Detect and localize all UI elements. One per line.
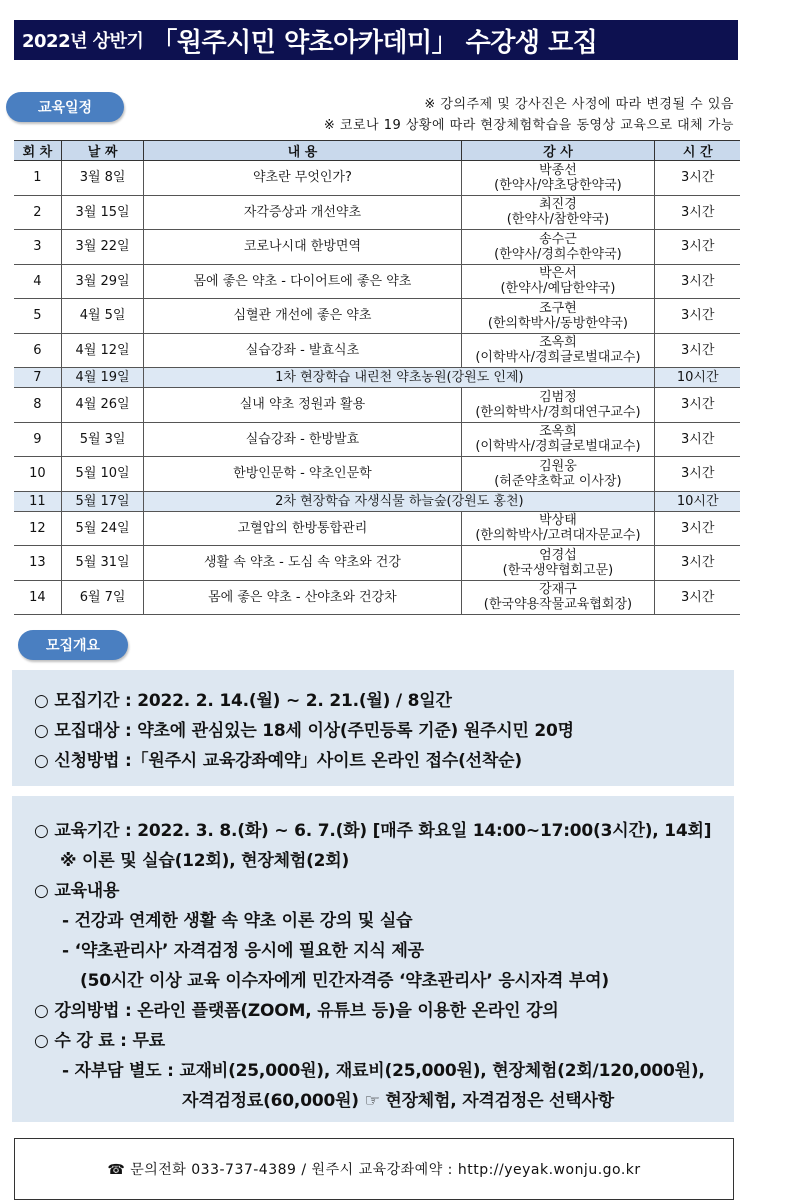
cell-date: 5월 31일 <box>61 546 144 581</box>
cell-instructor <box>461 422 655 457</box>
cell-instructor <box>461 264 655 299</box>
table-row <box>14 368 740 388</box>
edu-content-title: ○ 교육내용 <box>34 881 120 901</box>
cell-date: 5월 10일 <box>61 457 144 492</box>
instructor-affiliation: (한약사/참한약국) <box>506 212 610 228</box>
header-instructor: 강 사 <box>461 141 655 161</box>
cell-date: 5월 24일 <box>61 511 144 546</box>
cell-time: 3시간 <box>655 299 740 334</box>
instructor-affiliation: (한의학박사/경희대연구교수) <box>475 404 641 420</box>
contact-info: ☎ 문의전화 033-737-4389 / 원주시 교육강좌예약 : http://yeyak.wonju.go.kr <box>107 1162 641 1178</box>
cell-no: 8 <box>14 388 61 423</box>
instructor-affiliation: (한의학박사/동방한약국) <box>487 315 628 331</box>
cell-no: 2 <box>14 195 61 230</box>
instructor-name: 박상태 <box>539 513 577 529</box>
cell-no: 7 <box>14 368 61 388</box>
banner-year: 2022년 상반기 <box>22 31 144 52</box>
section-pill-schedule: 교육일정 <box>6 92 124 122</box>
cell-time: 3시간 <box>655 230 740 265</box>
table-row <box>14 264 740 299</box>
page-title: 「원주시민 약초아카데미」 수강생 모집 <box>151 27 598 58</box>
recruit-target: ○ 모집대상 : 약초에 관심있는 18세 이상(주민등록 기준) 원주시민 20명 <box>34 721 574 741</box>
recruit-period: ○ 모집기간 : 2022. 2. 14.(월) ~ 2. 21.(월) / 8일간 <box>34 691 452 711</box>
cell-instructor <box>461 333 655 368</box>
cell-instructor <box>461 511 655 546</box>
title-banner <box>14 20 738 60</box>
cell-field-trip: 1차 현장학습 내린천 약초농원(강원도 인제) <box>144 368 655 388</box>
table-row <box>14 457 740 492</box>
cell-time: 3시간 <box>655 457 740 492</box>
edu-fee-extra-cont: 자격검정료(60,000원) ☞ 현장체험, 자격검정은 선택사항 <box>182 1091 614 1111</box>
cell-content: 한방인문학 - 약초인문학 <box>144 457 461 492</box>
cell-no: 1 <box>14 161 61 196</box>
cell-instructor <box>461 299 655 334</box>
cell-date: 5월 3일 <box>61 422 144 457</box>
instructor-affiliation: (한의학박사/고려대자문교수) <box>475 528 641 544</box>
cell-time: 3시간 <box>655 388 740 423</box>
note-line: ※ 강의주제 및 강사진은 사정에 따라 변경될 수 있음 <box>424 97 734 112</box>
cell-date: 4월 12일 <box>61 333 144 368</box>
cell-date: 4월 5일 <box>61 299 144 334</box>
cell-no: 4 <box>14 264 61 299</box>
table-row <box>14 299 740 334</box>
cell-instructor <box>461 230 655 265</box>
cell-content: 몸에 좋은 약초 - 산야초와 건강차 <box>144 580 461 615</box>
cell-date: 3월 22일 <box>61 230 144 265</box>
edu-period: ○ 교육기간 : 2022. 3. 8.(화) ~ 6. 7.(화) [매주 화요일 14:00~17:00(3시간), 14회] <box>34 821 712 841</box>
instructor-name: 엄경섭 <box>539 547 577 563</box>
cell-no: 10 <box>14 457 61 492</box>
instructor-name: 박은서 <box>539 266 577 282</box>
table-row <box>14 580 740 615</box>
section-pill-recruit: 모집개요 <box>18 630 128 660</box>
table-row <box>14 388 740 423</box>
instructor-name: 조구현 <box>539 300 577 316</box>
instructor-affiliation: (한약사/예담한약국) <box>500 281 616 297</box>
instructor-name: 송수근 <box>539 231 577 247</box>
cell-content: 약초란 무엇인가? <box>144 161 461 196</box>
table-row <box>14 161 740 196</box>
cell-time: 3시간 <box>655 333 740 368</box>
table-row <box>14 511 740 546</box>
cell-date: 6월 7일 <box>61 580 144 615</box>
edu-content-note: (50시간 이상 교육 이수자에게 민간자격증 ‘약초관리사’ 응시자격 부여) <box>80 971 609 991</box>
edu-period-note: ※ 이론 및 실습(12회), 현장체험(2회) <box>60 851 350 871</box>
cell-time: 3시간 <box>655 264 740 299</box>
table-row <box>14 195 740 230</box>
edu-content-item: - ‘약초관리사’ 자격검정 응시에 필요한 지식 제공 <box>62 941 424 961</box>
cell-time: 3시간 <box>655 580 740 615</box>
header-content: 내 용 <box>144 141 461 161</box>
cell-time: 10시간 <box>655 491 740 511</box>
recruit-method: ○ 신청방법 :「원주시 교육강좌예약」사이트 온라인 접수(선착순) <box>34 751 522 771</box>
cell-field-trip: 2차 현장학습 자생식물 하늘숲(강원도 홍천) <box>144 491 655 511</box>
edu-lecture-method: ○ 강의방법 : 온라인 플랫폼(ZOOM, 유튜브 등)을 이용한 온라인 강의 <box>34 1001 559 1021</box>
instructor-affiliation: (이학박사/경희글로벌대교수) <box>475 439 641 455</box>
contact-footer <box>14 1138 734 1200</box>
schedule-table <box>14 140 740 615</box>
education-details-box <box>12 796 734 1122</box>
instructor-name: 조옥희 <box>539 424 577 440</box>
table-row <box>14 491 740 511</box>
cell-no: 14 <box>14 580 61 615</box>
cell-date: 4월 26일 <box>61 388 144 423</box>
edu-fee-extra: - 자부담 별도 : 교재비(25,000원), 재료비(25,000원), 현장체험(2회/120,000원), <box>62 1061 705 1081</box>
instructor-name: 김원웅 <box>539 458 577 474</box>
cell-date: 3월 15일 <box>61 195 144 230</box>
table-row <box>14 230 740 265</box>
cell-instructor <box>461 195 655 230</box>
cell-instructor <box>461 388 655 423</box>
note-line: ※ 코로나 19 상황에 따라 현장체험학습을 동영상 교육으로 대체 가능 <box>323 118 734 133</box>
cell-no: 5 <box>14 299 61 334</box>
cell-no: 6 <box>14 333 61 368</box>
header-time: 시 간 <box>655 141 740 161</box>
instructor-name: 박종선 <box>539 162 577 178</box>
cell-date: 5월 17일 <box>61 491 144 511</box>
recruit-summary-box <box>12 670 734 786</box>
schedule-notes <box>324 94 734 136</box>
cell-content: 실내 약초 정원과 활용 <box>144 388 461 423</box>
table-header-row <box>14 141 740 161</box>
cell-content: 몸에 좋은 약초 - 다이어트에 좋은 약초 <box>144 264 461 299</box>
cell-instructor <box>461 457 655 492</box>
edu-fee: ○ 수 강 료 : 무료 <box>34 1031 165 1051</box>
cell-no: 12 <box>14 511 61 546</box>
cell-date: 3월 8일 <box>61 161 144 196</box>
table-row <box>14 333 740 368</box>
cell-time: 3시간 <box>655 511 740 546</box>
cell-instructor <box>461 161 655 196</box>
cell-time: 10시간 <box>655 368 740 388</box>
header-no: 회 차 <box>14 141 61 161</box>
cell-time: 3시간 <box>655 422 740 457</box>
cell-content: 실습강좌 - 발효식초 <box>144 333 461 368</box>
cell-no: 13 <box>14 546 61 581</box>
instructor-affiliation: (이학박사/경희글로벌대교수) <box>475 350 641 366</box>
instructor-name: 최진경 <box>539 197 577 213</box>
cell-date: 4월 19일 <box>61 368 144 388</box>
cell-content: 자각증상과 개선약초 <box>144 195 461 230</box>
cell-time: 3시간 <box>655 161 740 196</box>
header-date: 날 짜 <box>61 141 144 161</box>
instructor-name: 김범정 <box>539 389 577 405</box>
instructor-name: 강재구 <box>539 582 577 598</box>
edu-content-item: - 건강과 연계한 생활 속 약초 이론 강의 및 실습 <box>62 911 413 931</box>
cell-no: 11 <box>14 491 61 511</box>
cell-time: 3시간 <box>655 195 740 230</box>
cell-instructor <box>461 546 655 581</box>
instructor-name: 조옥희 <box>539 335 577 351</box>
cell-content: 심혈관 개선에 좋은 약초 <box>144 299 461 334</box>
cell-content: 고혈압의 한방통합관리 <box>144 511 461 546</box>
cell-no: 9 <box>14 422 61 457</box>
cell-time: 3시간 <box>655 546 740 581</box>
instructor-affiliation: (한약사/약초당한약국) <box>494 177 622 193</box>
instructor-affiliation: (한국약용작물교육협회장) <box>483 597 633 613</box>
cell-date: 3월 29일 <box>61 264 144 299</box>
cell-content: 코로나시대 한방면역 <box>144 230 461 265</box>
table-row <box>14 422 740 457</box>
cell-content: 생활 속 약초 - 도심 속 약초와 건강 <box>144 546 461 581</box>
instructor-affiliation: (허준약초학교 이사장) <box>494 473 622 489</box>
table-row <box>14 546 740 581</box>
instructor-affiliation: (한약사/경희수한약국) <box>494 246 622 262</box>
cell-no: 3 <box>14 230 61 265</box>
instructor-affiliation: (한국생약협회고문) <box>502 562 614 578</box>
cell-content: 실습강좌 - 한방발효 <box>144 422 461 457</box>
cell-instructor <box>461 580 655 615</box>
